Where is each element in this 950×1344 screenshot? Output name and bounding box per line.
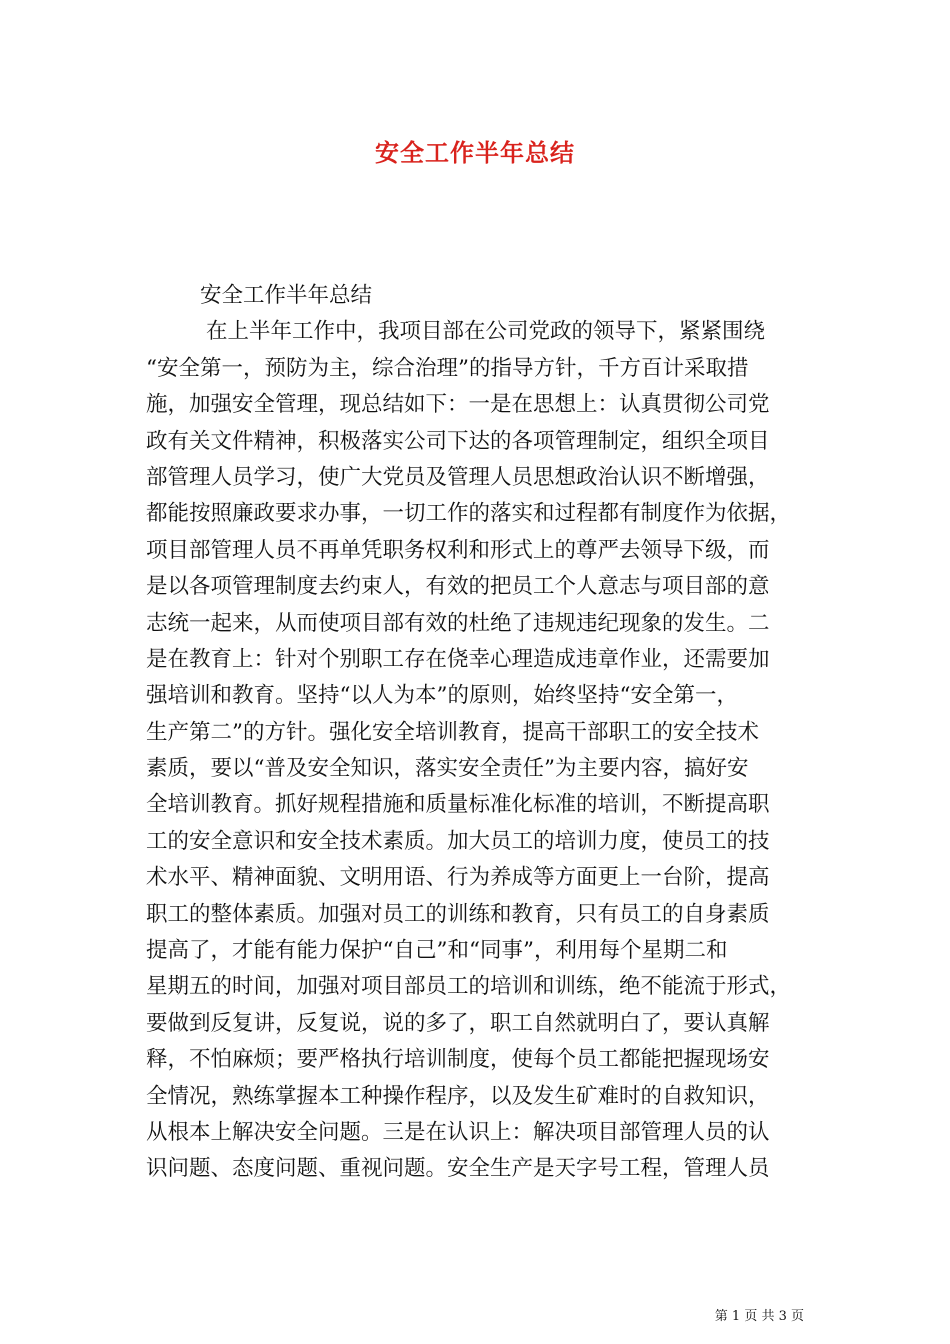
page-number: 第 1 页 共 3 页 (714, 1309, 804, 1324)
paragraph-line: 施，加强安全管理，现总结如下：一是在思想上：认真贯彻公司党 (146, 392, 770, 418)
paragraph-line: 部管理人员学习，使广大党员及管理人员思想政治认识不断增强， (146, 464, 770, 490)
paragraph-line: 项目部管理人员不再单凭职务权利和形式上的尊严去领导下级，而 (146, 537, 770, 563)
paragraph-line: 志统一起来，从而使项目部有效的杜绝了违规违纪现象的发生。二 (146, 610, 770, 636)
paragraph-line: 都能按照廉政要求办事，一切工作的落实和过程都有制度作为依据， (146, 501, 792, 527)
page-title: 安全工作半年总结 (375, 139, 575, 167)
paragraph-line: “安全第一，预防为主，综合治理”的指导方针，千方百计采取措 (146, 355, 749, 381)
document-subheading: 安全工作半年总结 (200, 283, 373, 308)
paragraph-line: 是以各项管理制度去约束人，有效的把员工个人意志与项目部的意 (146, 574, 770, 600)
paragraph-line: 提高了，才能有能力保护“自己”和“同事”，利用每个星期二和 (146, 938, 728, 964)
paragraph-line: 全培训教育。抓好规程措施和质量标准化标准的培训，不断提高职 (146, 792, 770, 818)
paragraph-line: 术水平、精神面貌、文明用语、行为养成等方面更上一台阶，提高 (146, 865, 770, 891)
paragraph-line: 在上半年工作中，我项目部在公司党政的领导下，紧紧围绕 (206, 319, 766, 345)
paragraph-line: 识问题、态度问题、重视问题。安全生产是天字号工程，管理人员 (146, 1156, 770, 1182)
paragraph-line: 全情况，熟练掌握本工种操作程序，以及发生矿难时的自救知识， (146, 1083, 770, 1109)
paragraph-line: 政有关文件精神，积极落实公司下达的各项管理制定，组织全项目 (146, 428, 770, 454)
paragraph-line: 工的安全意识和安全技术素质。加大员工的培训力度，使员工的技 (146, 828, 770, 854)
paragraph-line: 是在教育上：针对个别职工存在侥幸心理造成违章作业，还需要加 (146, 646, 770, 672)
paragraph-line: 强培训和教育。坚持“以人为本”的原则，始终坚持“安全第一， (146, 683, 738, 709)
paragraph-line: 职工的整体素质。加强对员工的训练和教育，只有员工的自身素质 (146, 901, 770, 927)
paragraph-line: 释，不怕麻烦；要严格执行培训制度，使每个员工都能把握现场安 (146, 1047, 770, 1073)
document-body (146, 278, 816, 1188)
paragraph-line: 要做到反复讲，反复说，说的多了，职工自然就明白了，要认真解 (146, 1010, 770, 1036)
paragraph-line: 生产第二”的方针。强化安全培训教育，提高干部职工的安全技术 (146, 719, 759, 745)
paragraph-line: 从根本上解决安全问题。三是在认识上：解决项目部管理人员的认 (146, 1119, 770, 1145)
paragraph-line: 星期五的时间，加强对项目部员工的培训和训练，绝不能流于形式， (146, 974, 792, 1000)
paragraph-line: 素质，要以“普及安全知识，落实安全责任”为主要内容，搞好安 (146, 756, 749, 782)
